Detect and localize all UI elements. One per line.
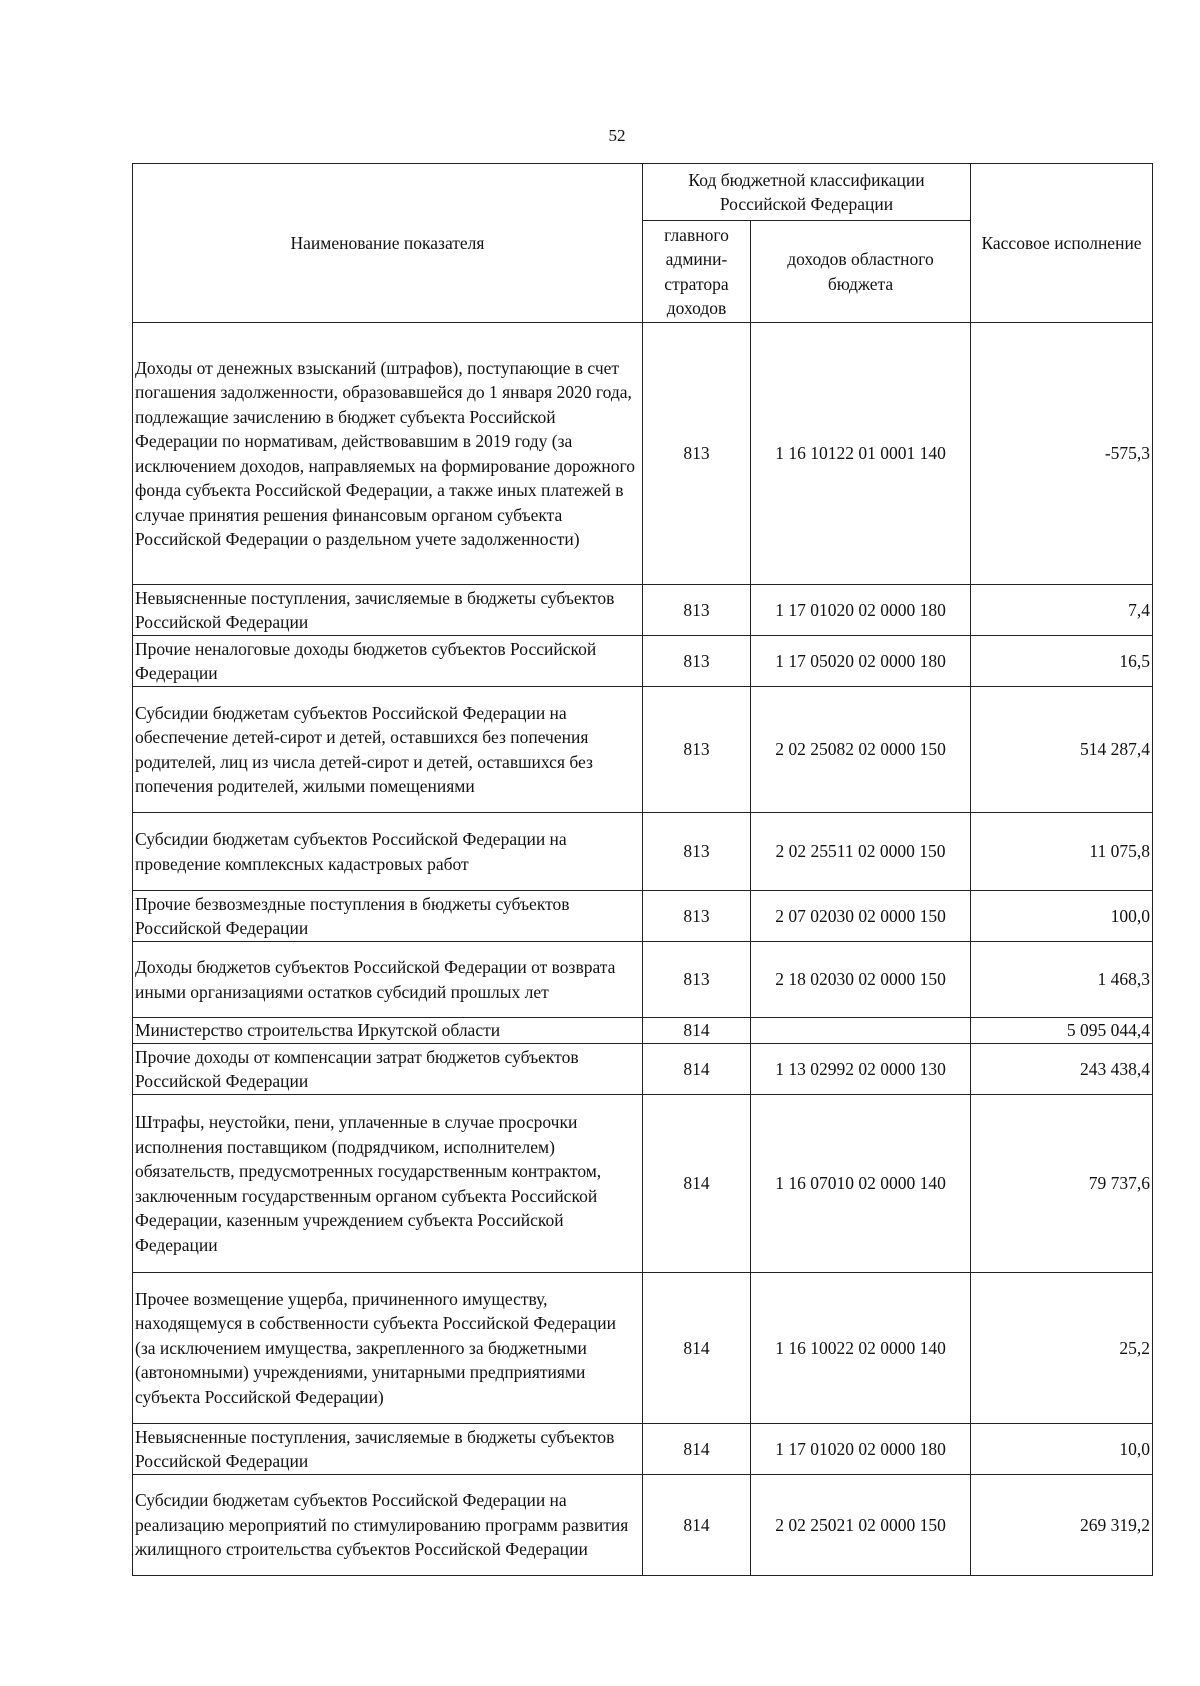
table-row	[133, 1424, 1153, 1475]
table-row	[133, 1273, 1153, 1424]
row-amount: 5 095 044,4	[971, 1018, 1153, 1044]
row-name: Субсидии бюджетам субъектов Российской Федерации на проведение комплексных кадастровых работ	[133, 813, 643, 891]
row-code: 2 02 25511 02 0000 150	[751, 813, 971, 891]
row-amount: 1 468,3	[971, 942, 1153, 1018]
row-code: 2 18 02030 02 0000 150	[751, 942, 971, 1018]
row-admin: 814	[643, 1095, 751, 1273]
table-body	[133, 323, 1153, 1576]
row-admin: 813	[643, 687, 751, 813]
header-code: доходов областного бюджета	[751, 221, 971, 323]
row-name: Министерство строительства Иркутской области	[133, 1018, 643, 1044]
table-header	[133, 164, 1153, 323]
table-row	[133, 1475, 1153, 1576]
row-name: Прочие неналоговые доходы бюджетов субъектов Российской Федерации	[133, 636, 643, 687]
row-code: 1 13 02992 02 0000 130	[751, 1044, 971, 1095]
row-amount: 514 287,4	[971, 687, 1153, 813]
row-code: 1 16 07010 02 0000 140	[751, 1095, 971, 1273]
row-admin: 814	[643, 1475, 751, 1576]
table-row	[133, 1044, 1153, 1095]
row-name: Субсидии бюджетам субъектов Российской Федерации на реализацию мероприятий по стимулированию программ развития жилищного строительства субъектов Российской Федерации	[133, 1475, 643, 1576]
row-admin: 814	[643, 1018, 751, 1044]
table-row	[133, 636, 1153, 687]
row-code: 1 17 01020 02 0000 180	[751, 585, 971, 636]
row-amount: 25,2	[971, 1273, 1153, 1424]
row-admin: 814	[643, 1273, 751, 1424]
row-admin: 813	[643, 942, 751, 1018]
row-code: 1 16 10122 01 0001 140	[751, 323, 971, 585]
row-admin: 813	[643, 891, 751, 942]
budget-table	[132, 163, 1153, 1576]
table-row	[133, 942, 1153, 1018]
row-admin: 813	[643, 813, 751, 891]
row-code: 2 02 25021 02 0000 150	[751, 1475, 971, 1576]
table-row	[133, 687, 1153, 813]
row-name: Субсидии бюджетам субъектов Российской Федерации на обеспечение детей-сирот и детей, оставшихся без попечения родителей, лиц из числа детей-сирот и детей, оставшихся без попечения родителей, жилыми помещениями	[133, 687, 643, 813]
table-row	[133, 891, 1153, 942]
row-amount: 269 319,2	[971, 1475, 1153, 1576]
row-code: 1 17 01020 02 0000 180	[751, 1424, 971, 1475]
row-admin: 813	[643, 585, 751, 636]
header-admin: главного админи-стратора доходов	[643, 221, 751, 323]
row-code: 2 02 25082 02 0000 150	[751, 687, 971, 813]
row-amount: 243 438,4	[971, 1044, 1153, 1095]
row-code	[751, 1018, 971, 1044]
table-row	[133, 1018, 1153, 1044]
row-name: Невыясненные поступления, зачисляемые в бюджеты субъектов Российской Федерации	[133, 585, 643, 636]
header-amount: Кассовое исполнение	[971, 164, 1153, 323]
row-admin: 814	[643, 1424, 751, 1475]
row-name: Прочие доходы от компенсации затрат бюджетов субъектов Российской Федерации	[133, 1044, 643, 1095]
row-admin: 813	[643, 636, 751, 687]
row-admin: 813	[643, 323, 751, 585]
row-code: 2 07 02030 02 0000 150	[751, 891, 971, 942]
table-row	[133, 1095, 1153, 1273]
row-amount: 7,4	[971, 585, 1153, 636]
row-name: Прочие безвозмездные поступления в бюджеты субъектов Российской Федерации	[133, 891, 643, 942]
row-amount: -575,3	[971, 323, 1153, 585]
table-row	[133, 813, 1153, 891]
page-number: 52	[608, 126, 626, 145]
row-amount: 10,0	[971, 1424, 1153, 1475]
table-row	[133, 323, 1153, 585]
row-name: Доходы бюджетов субъектов Российской Федерации от возврата иными организациями остатков субсидий прошлых лет	[133, 942, 643, 1018]
row-admin: 814	[643, 1044, 751, 1095]
row-amount: 100,0	[971, 891, 1153, 942]
table-row	[133, 585, 1153, 636]
row-name: Доходы от денежных взысканий (штрафов), поступающие в счет погашения задолженности, образовавшейся до 1 января 2020 года, подлежащие зачислению в бюджет субъекта Российской Федерации по нормативам, действовавшим в 2019 году (за исключением доходов, направляемых на формирование дорожного фонда субъекта Российской Федерации, а также иных платежей в случае принятия решения финансовым органом субъекта Российской Федерации о раздельном учете задолженности)	[133, 323, 643, 585]
row-code: 1 17 05020 02 0000 180	[751, 636, 971, 687]
row-name: Штрафы, неустойки, пени, уплаченные в случае просрочки исполнения поставщиком (подрядчиком, исполнителем) обязательств, предусмотренных государственным контрактом, заключенным государственным органом субъекта Российской Федерации, казенным учреждением субъекта Российской Федерации	[133, 1095, 643, 1273]
row-name: Невыясненные поступления, зачисляемые в бюджеты субъектов Российской Федерации	[133, 1424, 643, 1475]
row-code: 1 16 10022 02 0000 140	[751, 1273, 971, 1424]
row-name: Прочее возмещение ущерба, причиненного имуществу, находящемуся в собственности субъекта Российской Федерации (за исключением имущества, закрепленного за бюджетными (автономными) учреждениями, унитарными предприятиями субъекта Российской Федерации)	[133, 1273, 643, 1424]
row-amount: 79 737,6	[971, 1095, 1153, 1273]
header-name: Наименование показателя	[133, 164, 643, 323]
row-amount: 11 075,8	[971, 813, 1153, 891]
header-code-group: Код бюджетной классификации Российской Федерации	[643, 164, 971, 221]
row-amount: 16,5	[971, 636, 1153, 687]
